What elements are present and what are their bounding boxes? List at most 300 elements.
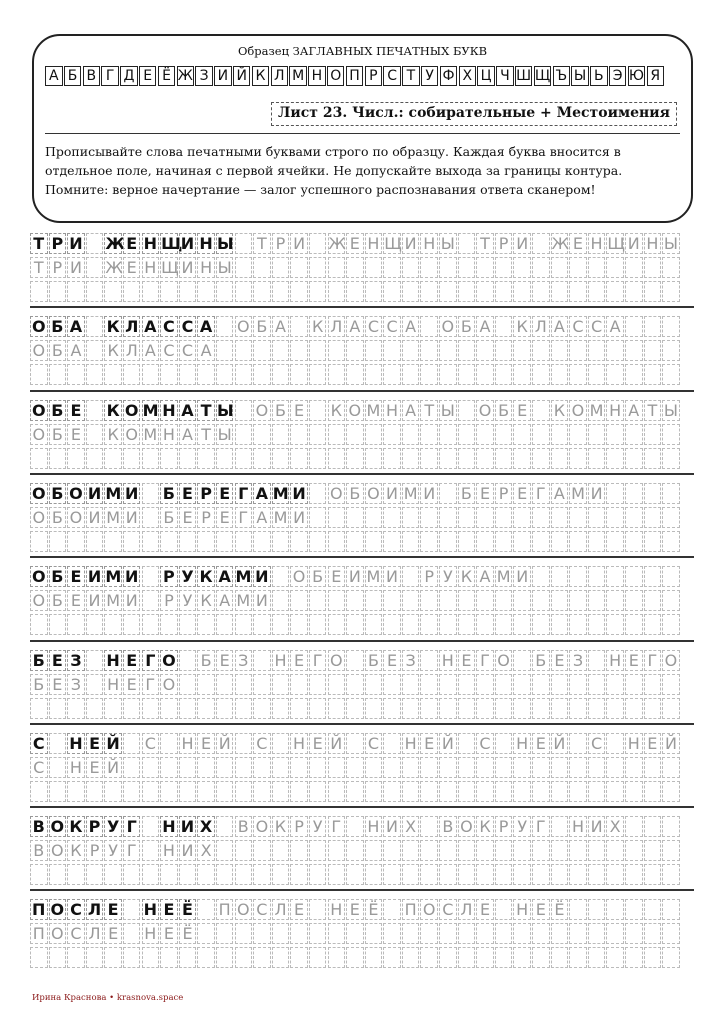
letter-cell[interactable] — [588, 840, 606, 861]
letter-cell[interactable]: Б — [49, 400, 67, 421]
letter-cell[interactable] — [495, 448, 513, 469]
letter-cell[interactable] — [123, 757, 141, 778]
letter-cell[interactable] — [216, 923, 234, 944]
letter-cell[interactable] — [253, 757, 271, 778]
letter-cell[interactable]: Т — [420, 400, 438, 421]
letter-cell[interactable] — [513, 614, 531, 635]
letter-cell[interactable]: С — [253, 733, 271, 754]
letter-cell[interactable] — [328, 507, 346, 528]
letter-cell[interactable] — [67, 281, 85, 302]
letter-cell[interactable] — [532, 590, 550, 611]
letter-cell[interactable] — [420, 281, 438, 302]
letter-cell[interactable] — [328, 424, 346, 445]
letter-cell[interactable]: Е — [49, 650, 67, 671]
letter-cell[interactable] — [309, 448, 327, 469]
letter-cell[interactable]: Й — [662, 733, 680, 754]
letter-cell[interactable] — [346, 816, 364, 837]
letter-cell[interactable]: Р — [197, 507, 215, 528]
letter-cell[interactable] — [67, 781, 85, 802]
letter-cell[interactable] — [309, 781, 327, 802]
letter-cell[interactable] — [532, 864, 550, 885]
letter-cell[interactable] — [644, 340, 662, 361]
letter-cell[interactable] — [309, 257, 327, 278]
letter-cell[interactable] — [439, 674, 457, 695]
letter-cell[interactable]: Е — [513, 400, 531, 421]
letter-cell[interactable] — [402, 698, 420, 719]
letter-cell[interactable]: Т — [644, 400, 662, 421]
letter-cell[interactable] — [402, 507, 420, 528]
letter-cell[interactable] — [272, 840, 290, 861]
letter-cell[interactable] — [309, 757, 327, 778]
letter-cell[interactable] — [439, 281, 457, 302]
letter-cell[interactable]: Б — [197, 650, 215, 671]
letter-cell[interactable] — [272, 674, 290, 695]
letter-cell[interactable]: И — [123, 507, 141, 528]
letter-cell[interactable] — [625, 364, 643, 385]
letter-cell[interactable] — [458, 340, 476, 361]
letter-cell[interactable] — [551, 923, 569, 944]
letter-cell[interactable] — [49, 281, 67, 302]
letter-cell[interactable] — [272, 566, 290, 587]
letter-cell[interactable]: Ж — [551, 234, 569, 253]
letter-cell[interactable]: Н — [328, 899, 346, 920]
letter-cell[interactable] — [476, 257, 494, 278]
letter-cell[interactable] — [86, 947, 104, 968]
letter-cell[interactable]: С — [588, 733, 606, 754]
letter-cell[interactable] — [216, 614, 234, 635]
letter-cell[interactable] — [644, 698, 662, 719]
letter-cell[interactable] — [420, 364, 438, 385]
letter-cell[interactable]: Ё — [179, 923, 197, 944]
letter-cell[interactable]: С — [569, 316, 587, 337]
letter-cell[interactable] — [142, 947, 160, 968]
letter-cell[interactable] — [495, 674, 513, 695]
letter-cell[interactable]: А — [142, 316, 160, 337]
letter-cell[interactable] — [365, 590, 383, 611]
letter-cell[interactable] — [142, 483, 160, 504]
letter-cell[interactable] — [606, 923, 624, 944]
letter-cell[interactable]: Ы — [663, 234, 678, 253]
letter-cell[interactable] — [272, 448, 290, 469]
letter-cell[interactable]: Щ — [161, 258, 179, 277]
letter-cell[interactable] — [495, 947, 513, 968]
letter-cell[interactable]: А — [179, 424, 197, 445]
letter-cell[interactable] — [439, 590, 457, 611]
letter-cell[interactable]: Б — [30, 650, 48, 671]
letter-cell[interactable] — [290, 531, 308, 552]
letter-cell[interactable] — [606, 947, 624, 968]
letter-cell[interactable] — [179, 614, 197, 635]
letter-cell[interactable]: Б — [49, 507, 67, 528]
letter-cell[interactable] — [253, 840, 271, 861]
letter-cell[interactable] — [290, 757, 308, 778]
letter-cell[interactable]: Г — [235, 507, 253, 528]
letter-cell[interactable]: Й — [104, 733, 122, 754]
letter-cell[interactable] — [290, 674, 308, 695]
letter-cell[interactable]: И — [290, 507, 308, 528]
letter-cell[interactable]: Н — [420, 233, 438, 254]
letter-cell[interactable] — [476, 923, 494, 944]
letter-cell[interactable]: И — [86, 566, 104, 587]
letter-cell[interactable] — [569, 281, 587, 302]
letter-cell[interactable]: А — [216, 590, 234, 611]
letter-cell[interactable]: М — [105, 483, 122, 503]
letter-cell[interactable] — [402, 364, 420, 385]
letter-cell[interactable] — [551, 840, 569, 861]
letter-cell[interactable] — [606, 507, 624, 528]
letter-cell[interactable] — [662, 281, 680, 302]
letter-cell[interactable]: И — [179, 233, 197, 254]
letter-cell[interactable]: О — [69, 483, 83, 503]
letter-cell[interactable] — [476, 424, 494, 445]
letter-cell[interactable] — [588, 757, 606, 778]
letter-cell[interactable]: Р — [290, 816, 308, 837]
letter-cell[interactable]: Н — [197, 233, 215, 254]
letter-cell[interactable]: Р — [197, 483, 215, 504]
letter-cell[interactable] — [290, 840, 308, 861]
letter-cell[interactable] — [383, 899, 401, 920]
letter-cell[interactable]: Б — [309, 566, 327, 587]
letter-cell[interactable]: В — [30, 840, 48, 861]
letter-cell[interactable] — [253, 864, 271, 885]
letter-cell[interactable]: И — [588, 483, 606, 504]
letter-cell[interactable]: О — [31, 483, 46, 503]
letter-cell[interactable] — [30, 531, 48, 552]
letter-cell[interactable] — [290, 257, 308, 278]
letter-cell[interactable]: О — [49, 923, 67, 944]
letter-cell[interactable] — [402, 840, 420, 861]
letter-cell[interactable] — [606, 840, 624, 861]
letter-cell[interactable]: О — [31, 567, 46, 587]
letter-cell[interactable] — [142, 614, 160, 635]
letter-cell[interactable] — [86, 316, 104, 337]
letter-cell[interactable] — [235, 757, 253, 778]
letter-cell[interactable] — [30, 364, 48, 385]
letter-cell[interactable]: Х — [197, 816, 215, 837]
letter-cell[interactable] — [458, 923, 476, 944]
letter-cell[interactable] — [346, 507, 364, 528]
letter-cell[interactable]: О — [328, 650, 346, 671]
letter-cell[interactable] — [569, 864, 587, 885]
letter-cell[interactable] — [439, 424, 457, 445]
letter-cell[interactable]: Т — [197, 400, 215, 421]
letter-cell[interactable] — [160, 781, 178, 802]
letter-cell[interactable] — [476, 781, 494, 802]
letter-cell[interactable] — [253, 448, 271, 469]
letter-cell[interactable]: И — [383, 566, 401, 587]
letter-cell[interactable]: Г — [235, 483, 253, 504]
letter-cell[interactable]: Н — [67, 757, 85, 778]
letter-cell[interactable]: И — [383, 816, 401, 837]
letter-cell[interactable] — [49, 364, 67, 385]
letter-cell[interactable] — [439, 614, 457, 635]
letter-cell[interactable] — [328, 674, 346, 695]
letter-cell[interactable]: Х — [606, 816, 624, 837]
letter-cell[interactable] — [142, 840, 160, 861]
letter-cell[interactable] — [532, 531, 550, 552]
letter-cell[interactable] — [49, 757, 67, 778]
letter-cell[interactable] — [216, 757, 234, 778]
letter-cell[interactable] — [235, 840, 253, 861]
letter-cell[interactable] — [86, 531, 104, 552]
letter-cell[interactable]: С — [383, 316, 401, 337]
letter-cell[interactable] — [625, 281, 643, 302]
letter-cell[interactable] — [123, 781, 141, 802]
letter-cell[interactable]: Е — [123, 257, 141, 278]
letter-cell[interactable] — [216, 316, 234, 337]
letter-cell[interactable]: А — [476, 316, 494, 337]
letter-cell[interactable] — [551, 590, 569, 611]
letter-cell[interactable]: Р — [49, 233, 67, 254]
letter-cell[interactable]: Г — [644, 650, 662, 671]
letter-cell[interactable]: З — [402, 650, 420, 671]
letter-cell[interactable] — [365, 340, 383, 361]
letter-cell[interactable] — [160, 733, 178, 754]
letter-cell[interactable] — [551, 674, 569, 695]
letter-cell[interactable]: Ы — [440, 234, 455, 253]
letter-cell[interactable] — [179, 448, 197, 469]
letter-cell[interactable] — [625, 483, 643, 504]
letter-cell[interactable] — [216, 340, 234, 361]
letter-cell[interactable] — [569, 614, 587, 635]
letter-cell[interactable] — [402, 448, 420, 469]
letter-cell[interactable] — [346, 424, 364, 445]
letter-cell[interactable]: Б — [49, 424, 67, 445]
letter-cell[interactable]: Е — [216, 650, 234, 671]
letter-cell[interactable]: А — [402, 316, 420, 337]
letter-cell[interactable] — [402, 566, 420, 587]
letter-cell[interactable] — [569, 340, 587, 361]
letter-cell[interactable] — [309, 590, 327, 611]
letter-cell[interactable]: Н — [606, 650, 624, 671]
letter-cell[interactable]: Г — [142, 650, 160, 671]
letter-cell[interactable] — [551, 816, 569, 837]
letter-cell[interactable] — [476, 674, 494, 695]
letter-cell[interactable]: Ы — [440, 400, 455, 420]
letter-cell[interactable]: Й — [216, 733, 234, 754]
letter-cell[interactable] — [532, 947, 550, 968]
letter-cell[interactable]: Е — [513, 483, 531, 504]
letter-cell[interactable]: О — [49, 840, 67, 861]
letter-cell[interactable] — [495, 424, 513, 445]
letter-cell[interactable] — [420, 674, 438, 695]
letter-cell[interactable] — [160, 947, 178, 968]
letter-cell[interactable] — [588, 781, 606, 802]
letter-cell[interactable]: О — [569, 400, 587, 421]
letter-cell[interactable] — [644, 566, 662, 587]
letter-cell[interactable] — [513, 364, 531, 385]
letter-cell[interactable] — [402, 614, 420, 635]
letter-cell[interactable] — [662, 947, 680, 968]
letter-cell[interactable]: Ж — [105, 234, 125, 253]
letter-cell[interactable] — [532, 566, 550, 587]
letter-cell[interactable] — [476, 698, 494, 719]
letter-cell[interactable]: Е — [569, 233, 587, 254]
letter-cell[interactable]: И — [67, 233, 85, 254]
letter-cell[interactable] — [420, 650, 438, 671]
letter-cell[interactable] — [346, 947, 364, 968]
letter-cell[interactable]: Б — [253, 316, 271, 337]
letter-cell[interactable] — [513, 674, 531, 695]
letter-cell[interactable] — [402, 947, 420, 968]
letter-cell[interactable] — [346, 257, 364, 278]
letter-cell[interactable] — [86, 864, 104, 885]
letter-cell[interactable] — [532, 364, 550, 385]
letter-cell[interactable] — [365, 614, 383, 635]
letter-cell[interactable]: М — [236, 591, 251, 611]
letter-cell[interactable] — [644, 483, 662, 504]
letter-cell[interactable]: Е — [123, 650, 141, 671]
letter-cell[interactable]: О — [253, 816, 271, 837]
letter-cell[interactable] — [383, 340, 401, 361]
letter-cell[interactable] — [662, 566, 680, 587]
letter-cell[interactable] — [346, 733, 364, 754]
letter-cell[interactable]: И — [179, 257, 197, 278]
letter-cell[interactable]: Е — [420, 733, 438, 754]
letter-cell[interactable]: М — [571, 483, 585, 503]
letter-cell[interactable] — [346, 448, 364, 469]
letter-cell[interactable] — [328, 757, 346, 778]
letter-cell[interactable] — [67, 864, 85, 885]
letter-cell[interactable]: С — [30, 757, 48, 778]
letter-cell[interactable] — [513, 650, 531, 671]
letter-cell[interactable]: Г — [532, 483, 550, 504]
letter-cell[interactable] — [160, 531, 178, 552]
letter-cell[interactable]: К — [458, 566, 476, 587]
letter-cell[interactable]: Р — [86, 840, 104, 861]
letter-cell[interactable] — [458, 757, 476, 778]
letter-cell[interactable]: Р — [495, 816, 513, 837]
letter-cell[interactable]: Щ — [607, 234, 625, 253]
letter-cell[interactable] — [606, 698, 624, 719]
letter-cell[interactable] — [402, 340, 420, 361]
letter-cell[interactable] — [104, 864, 122, 885]
letter-cell[interactable]: И — [290, 233, 308, 254]
letter-cell[interactable] — [532, 674, 550, 695]
letter-cell[interactable] — [328, 923, 346, 944]
letter-cell[interactable]: Г — [328, 816, 346, 837]
letter-cell[interactable] — [402, 781, 420, 802]
letter-cell[interactable] — [123, 923, 141, 944]
letter-cell[interactable] — [30, 448, 48, 469]
letter-cell[interactable] — [86, 698, 104, 719]
letter-cell[interactable] — [86, 257, 104, 278]
letter-cell[interactable] — [625, 507, 643, 528]
letter-cell[interactable] — [309, 674, 327, 695]
letter-cell[interactable] — [49, 733, 67, 754]
letter-cell[interactable]: Н — [569, 816, 587, 837]
letter-cell[interactable] — [569, 364, 587, 385]
letter-cell[interactable] — [309, 233, 327, 254]
letter-cell[interactable]: Ё — [365, 899, 383, 920]
letter-cell[interactable] — [290, 448, 308, 469]
letter-cell[interactable] — [532, 281, 550, 302]
letter-cell[interactable] — [644, 923, 662, 944]
letter-cell[interactable]: Е — [123, 233, 141, 254]
letter-cell[interactable] — [235, 947, 253, 968]
letter-cell[interactable] — [625, 757, 643, 778]
letter-cell[interactable]: Е — [197, 733, 215, 754]
letter-cell[interactable]: Б — [458, 483, 476, 504]
letter-cell[interactable] — [420, 507, 438, 528]
letter-cell[interactable]: К — [104, 400, 122, 421]
letter-cell[interactable] — [420, 947, 438, 968]
letter-cell[interactable]: Ы — [216, 234, 234, 253]
letter-cell[interactable] — [420, 448, 438, 469]
letter-cell[interactable] — [625, 448, 643, 469]
letter-cell[interactable]: Щ — [384, 234, 402, 253]
letter-cell[interactable]: И — [123, 566, 141, 587]
letter-cell[interactable]: Г — [309, 650, 327, 671]
letter-cell[interactable]: Щ — [161, 234, 183, 253]
letter-cell[interactable]: Й — [551, 733, 569, 754]
letter-cell[interactable] — [588, 674, 606, 695]
letter-cell[interactable]: Ё — [551, 899, 569, 920]
letter-cell[interactable] — [644, 614, 662, 635]
letter-cell[interactable]: О — [30, 507, 48, 528]
letter-cell[interactable]: М — [106, 591, 121, 611]
letter-cell[interactable] — [383, 507, 401, 528]
letter-cell[interactable] — [67, 531, 85, 552]
letter-cell[interactable]: Й — [104, 757, 122, 778]
letter-cell[interactable]: Г — [123, 816, 141, 837]
letter-cell[interactable] — [309, 281, 327, 302]
letter-cell[interactable]: Л — [272, 899, 290, 920]
letter-cell[interactable] — [606, 448, 624, 469]
letter-cell[interactable]: Н — [160, 424, 178, 445]
letter-cell[interactable] — [235, 364, 253, 385]
letter-cell[interactable] — [420, 316, 438, 337]
letter-cell[interactable]: М — [366, 567, 381, 587]
letter-cell[interactable]: С — [588, 316, 606, 337]
letter-cell[interactable] — [160, 364, 178, 385]
letter-cell[interactable]: К — [272, 816, 290, 837]
letter-cell[interactable]: О — [346, 400, 364, 421]
letter-cell[interactable]: И — [123, 483, 141, 504]
letter-cell[interactable] — [495, 364, 513, 385]
letter-cell[interactable] — [309, 947, 327, 968]
letter-cell[interactable] — [197, 923, 215, 944]
letter-cell[interactable] — [383, 698, 401, 719]
letter-cell[interactable] — [588, 947, 606, 968]
letter-cell[interactable]: А — [142, 340, 160, 361]
letter-cell[interactable] — [365, 947, 383, 968]
letter-cell[interactable] — [420, 531, 438, 552]
letter-cell[interactable] — [179, 650, 197, 671]
letter-cell[interactable] — [495, 698, 513, 719]
letter-cell[interactable] — [458, 840, 476, 861]
letter-cell[interactable] — [365, 781, 383, 802]
letter-cell[interactable] — [495, 899, 513, 920]
letter-cell[interactable] — [569, 899, 587, 920]
letter-cell[interactable] — [606, 781, 624, 802]
letter-cell[interactable]: У — [104, 840, 122, 861]
letter-cell[interactable] — [625, 566, 643, 587]
letter-cell[interactable] — [309, 899, 327, 920]
letter-cell[interactable]: Н — [290, 733, 308, 754]
letter-cell[interactable] — [216, 864, 234, 885]
letter-cell[interactable]: М — [589, 400, 604, 420]
letter-cell[interactable]: Е — [458, 650, 476, 671]
letter-cell[interactable] — [253, 650, 271, 671]
letter-cell[interactable]: К — [197, 566, 215, 587]
letter-cell[interactable] — [439, 947, 457, 968]
letter-cell[interactable]: З — [569, 650, 587, 671]
letter-cell[interactable]: И — [86, 483, 104, 504]
letter-cell[interactable] — [513, 947, 531, 968]
letter-cell[interactable] — [104, 947, 122, 968]
letter-cell[interactable] — [420, 590, 438, 611]
